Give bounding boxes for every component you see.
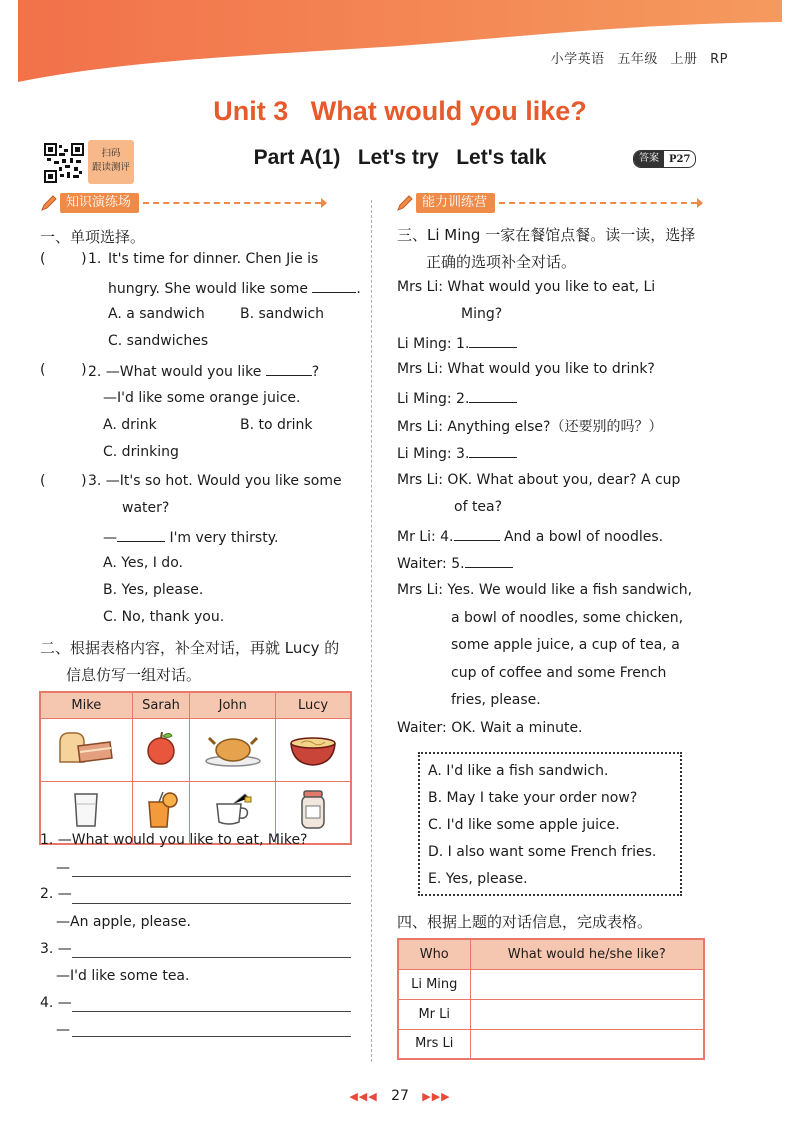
dialogue-line-7: Mrs Li: OK. What about you, dear? A cup — [397, 472, 681, 488]
option-d: D. I also want some French fries. — [428, 844, 657, 860]
dialogue-3: 3. — — [40, 941, 72, 957]
table-header-what: What would he/she like? — [470, 939, 704, 969]
left-section-banner: 知识演练场 — [40, 193, 327, 213]
bread-picture — [40, 718, 132, 781]
dialogue-line-5: Mrs Li: Anything else?（还要别的吗？） — [397, 419, 663, 435]
q2-answer-paren[interactable]: ( ) — [40, 362, 87, 378]
right-section-banner: 能力训练营 — [396, 193, 703, 213]
bread-sandwich-icon — [54, 728, 118, 768]
row-label: Mr Li — [398, 999, 470, 1029]
apple-icon — [141, 728, 181, 768]
table-row — [398, 999, 704, 1029]
scan-label[interactable]: 扫码 跟读测评 — [88, 140, 134, 184]
answer-line-4[interactable] — [72, 1011, 351, 1012]
blank-1[interactable] — [469, 334, 517, 348]
dialogue-2-reply: —An apple, please. — [56, 914, 191, 930]
order-table — [397, 938, 705, 1060]
q3-option-b: B. Yes, please. — [103, 582, 204, 598]
dialogue-line-6: Li Ming: 3. — [397, 444, 517, 462]
answer-cell[interactable] — [470, 999, 704, 1029]
dialogue-line-10d: cup of coffee and some French — [451, 665, 667, 681]
answer-badge: 答案 P27 — [633, 150, 696, 168]
dialogue-4: 4. — — [40, 995, 72, 1011]
dialogue-line-4: Li Ming: 2. — [397, 389, 517, 407]
apple-picture — [132, 718, 190, 781]
q1-blank[interactable] — [312, 279, 356, 293]
answer-line-1[interactable] — [72, 876, 351, 877]
q3-answer-paren[interactable]: ( ) — [40, 473, 87, 489]
column-divider — [371, 200, 372, 1062]
blank-5[interactable] — [465, 554, 513, 568]
q2-option-b: B. to drink — [240, 417, 313, 433]
section-3-title: 三、Li Ming 一家在餐馆点餐。读一读，选择 — [397, 226, 696, 244]
section-2-title-2: 信息仿写一组对话。 — [66, 666, 202, 684]
q2-response: —I'd like some orange juice. — [103, 390, 301, 406]
q3-response: — I'm very thirsty. — [103, 530, 279, 546]
prev-page-arrows[interactable]: ◀◀◀ — [349, 1090, 378, 1103]
q3-stem: 3. —It's so hot. Would you like some — [88, 473, 342, 489]
dialogue-4-reply-dash: — — [56, 1022, 70, 1038]
dialogue-3-reply: —I'd like some tea. — [56, 968, 190, 984]
dialogue-line-10: Mrs Li: Yes. We would like a fish sandwich, — [397, 582, 693, 598]
dialogue-line-1: Mrs Li: What would you like to eat, Li — [397, 279, 656, 295]
section-3-title-2: 正确的选项补全对话。 — [426, 253, 577, 271]
chicken-picture — [190, 718, 276, 781]
dialogue-1-reply-dash: — — [56, 860, 70, 876]
noodles-picture — [276, 718, 351, 781]
answer-cell[interactable] — [470, 969, 704, 999]
dialogue-line-1b: Ming? — [461, 306, 503, 322]
q2-blank[interactable] — [266, 362, 312, 376]
q3-stem-2: water? — [122, 500, 170, 516]
jar-icon — [296, 788, 330, 832]
q3-blank[interactable] — [117, 528, 165, 542]
cup-of-tea-icon — [211, 790, 255, 830]
q2-option-c: C. drinking — [103, 444, 179, 460]
dialogue-line-7b: of tea? — [454, 499, 503, 515]
pencil-icon — [396, 194, 414, 212]
dialogue-line-3: Mrs Li: What would you like to drink? — [397, 361, 655, 377]
answer-line-3[interactable] — [72, 957, 351, 958]
table-row — [398, 1029, 704, 1059]
option-b: B. May I take your order now? — [428, 790, 638, 806]
q1-number: 1. — [88, 251, 102, 267]
unit-title: Unit 3 What would you like? — [213, 96, 587, 126]
header-band — [18, 0, 782, 84]
q1-option-a: A. a sandwich — [108, 306, 205, 322]
section-2-title: 二、根据表格内容，补全对话，再就 Lucy 的 — [40, 639, 340, 657]
blank-4[interactable] — [454, 527, 500, 541]
row-label: Mrs Li — [398, 1029, 470, 1059]
section-4-title: 四、根据上题的对话信息，完成表格。 — [397, 913, 653, 931]
answer-line-5[interactable] — [72, 1036, 351, 1037]
option-a: A. I'd like a fish sandwich. — [428, 763, 609, 779]
page-footer — [0, 1088, 800, 1104]
header-meta: 小学英语 五年级 上册 RP — [550, 52, 728, 67]
pencil-icon — [40, 194, 58, 212]
table-header-lucy: Lucy — [276, 692, 351, 718]
table-header-mike: Mike — [40, 692, 132, 718]
dialogue-1: 1. —What would you like to eat, Mike? — [40, 832, 308, 848]
q1-answer-paren[interactable]: ( ) — [40, 251, 87, 267]
roast-chicken-icon — [203, 728, 263, 768]
q3-option-c: C. No, thank you. — [103, 609, 225, 625]
options-box — [418, 752, 682, 896]
row-label: Li Ming — [398, 969, 470, 999]
table-header-sarah: Sarah — [132, 692, 190, 718]
option-e: E. Yes, please. — [428, 871, 528, 887]
q3-option-a: A. Yes, I do. — [103, 555, 183, 571]
dialogue-line-8: Mr Li: 4. And a bowl of noodles. — [397, 529, 664, 545]
answer-line-2[interactable] — [72, 903, 351, 904]
q1-stem-2: hungry. She would like some . — [108, 281, 361, 297]
page-number: 27 — [391, 1088, 409, 1104]
table-row — [398, 969, 704, 999]
q1-stem: It's time for dinner. Chen Jie is — [108, 251, 319, 267]
part-title: Part A(1) Let's try Let's talk — [253, 146, 547, 169]
option-c: C. I'd like some apple juice. — [428, 817, 620, 833]
orange-juice-icon — [141, 790, 181, 830]
answer-cell[interactable] — [470, 1029, 704, 1059]
dialogue-line-10e: fries, please. — [451, 692, 541, 708]
dialogue-2: 2. — — [40, 886, 72, 902]
table-header-who: Who — [398, 939, 470, 969]
table-header-john: John — [190, 692, 276, 718]
dialogue-line-10c: some apple juice, a cup of tea, a — [451, 637, 680, 653]
section-1-title: 一、单项选择。 — [40, 228, 146, 246]
glass-of-milk-icon — [69, 790, 103, 830]
q2-stem: 2. —What would you like ? — [88, 364, 320, 380]
dialogue-line-10b: a bowl of noodles, some chicken, — [451, 610, 684, 626]
dialogue-line-9: Waiter: 5. — [397, 554, 513, 572]
q1-option-b: B. sandwich — [240, 306, 325, 322]
q1-option-c: C. sandwiches — [108, 333, 209, 349]
q2-option-a: A. drink — [103, 417, 157, 433]
blank-2[interactable] — [469, 389, 517, 403]
dialogue-line-2: Li Ming: 1. — [397, 334, 517, 352]
noodle-bowl-icon — [287, 728, 339, 768]
food-picture-table — [39, 691, 352, 845]
next-page-arrows[interactable]: ▶▶▶ — [422, 1090, 451, 1103]
dialogue-line-11: Waiter: OK. Wait a minute. — [397, 720, 583, 736]
blank-3[interactable] — [469, 444, 517, 458]
